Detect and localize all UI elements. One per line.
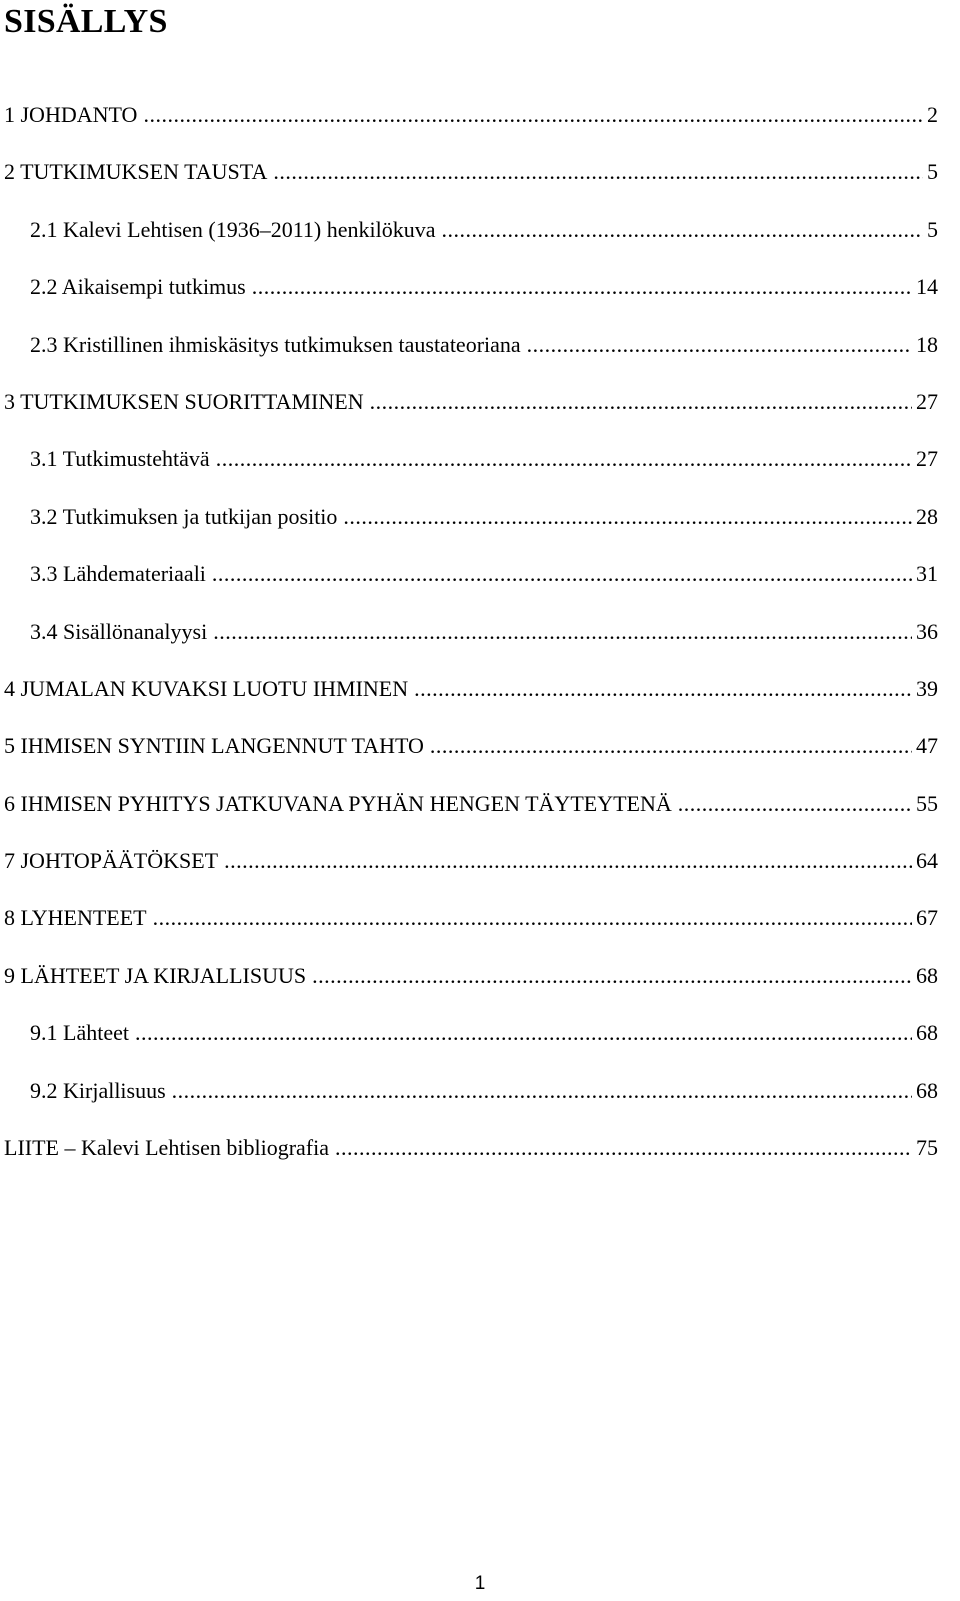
toc-entry-page: 5 [927,159,938,185]
toc-entry [0,785,960,842]
toc-entry [0,383,960,440]
toc-link[interactable] [30,1019,938,1047]
toc-link[interactable] [30,445,938,473]
toc-entry-label: 3.4 Sisällönanalyysi [30,618,208,644]
dot-leader [212,560,912,588]
dot-leader [224,847,912,875]
dot-leader [216,445,912,473]
toc-entry [0,1129,960,1186]
page-title: SISÄLLYS [4,3,168,40]
toc-link[interactable] [4,904,938,932]
toc-entry-label: 9.2 Kirjallisuus [30,1077,166,1103]
toc-entry-label: LIITE – Kalevi Lehtisen bibliografia [4,1135,329,1161]
toc-entry [0,498,960,555]
toc-entry-page: 5 [927,216,938,242]
toc-link[interactable] [4,388,938,416]
toc-link[interactable] [30,331,938,359]
toc-entry-label: 5 IHMISEN SYNTIIN LANGENNUT TAHTO [4,733,424,759]
toc-entry [0,211,960,268]
toc-entry-page: 18 [916,331,938,357]
toc-link[interactable] [4,790,938,818]
dot-leader [430,732,912,760]
toc-entry [0,842,960,899]
dot-leader [143,101,923,129]
toc-entry [0,957,960,1014]
dot-leader [213,618,912,646]
toc-entry-label: 3 TUTKIMUKSEN SUORITTAMINEN [4,388,364,414]
toc-entry [0,96,960,153]
dot-leader [343,503,912,531]
toc-entry-page: 14 [916,274,938,300]
toc-entry-page: 68 [916,1020,938,1046]
toc-entry-label: 9.1 Lähteet [30,1020,129,1046]
toc-entry-page: 28 [916,503,938,529]
toc-entry-page: 27 [916,446,938,472]
dot-leader [335,1134,912,1162]
toc-entry-page: 36 [916,618,938,644]
toc-link[interactable] [30,560,938,588]
toc-entry-label: 7 JOHTOPÄÄTÖKSET [4,848,219,874]
toc-entry [0,555,960,612]
toc-link[interactable] [4,962,938,990]
toc-entry [0,899,960,956]
toc-entry-label: 2 TUTKIMUKSEN TAUSTA [4,159,268,185]
toc-entry [0,613,960,670]
toc-link[interactable] [4,675,938,703]
toc-entry [0,440,960,497]
toc-entry-page: 2 [927,102,938,127]
toc-entry-label: 3.2 Tutkimuksen ja tutkijan positio [30,503,338,529]
toc-entry-page: 67 [916,905,938,931]
dot-leader [153,904,912,932]
dot-leader [312,962,912,990]
toc-entry [0,670,960,727]
toc-entry-page: 64 [916,848,938,874]
toc-entry-label: 6 IHMISEN PYHITYS JATKUVANA PYHÄN HENGEN TÄYTEYTENÄ [4,790,672,816]
toc-link[interactable] [4,101,938,129]
dot-leader [135,1019,912,1047]
toc-link[interactable] [4,847,938,875]
toc-entry-page: 47 [916,733,938,759]
toc-entry-page: 27 [916,388,938,414]
toc-entry-label: 3.1 Tutkimustehtävä [30,446,210,472]
page-number: 1 [474,1573,486,1594]
dot-leader [370,388,912,416]
toc-entry [0,326,960,383]
toc-entry-page: 68 [916,962,938,988]
toc-entry [0,1014,960,1071]
dot-leader [442,216,924,244]
dot-leader [414,675,912,703]
toc-entry-page: 39 [916,675,938,701]
dot-leader [252,273,912,301]
toc-link[interactable] [30,216,938,244]
toc-entry-page: 55 [916,790,938,816]
toc-entry-label: 1 JOHDANTO [4,102,138,127]
toc-entry-label: 2.2 Aikaisempi tutkimus [30,274,246,300]
table-of-contents [0,96,960,1186]
toc-entry-page: 68 [916,1077,938,1103]
dot-leader [273,158,923,186]
toc-entry-page: 31 [916,561,938,587]
toc-entry-label: 3.3 Lähdemateriaali [30,561,206,587]
toc-link[interactable] [30,1077,938,1105]
toc-link[interactable] [4,158,938,186]
dot-leader [527,331,912,359]
toc-entry-label: 4 JUMALAN KUVAKSI LUOTU IHMINEN [4,675,409,701]
toc-entry [0,1072,960,1129]
toc-entry [0,153,960,210]
toc-entry-label: 8 LYHENTEET [4,905,147,931]
toc-link[interactable] [30,503,938,531]
toc-entry-label: 9 LÄHTEET JA KIRJALLISUUS [4,962,307,988]
toc-entry-page: 75 [916,1135,938,1161]
toc-entry [0,727,960,784]
toc-link[interactable] [30,618,938,646]
dot-leader [678,790,912,818]
toc-entry-label: 2.3 Kristillinen ihmiskäsitys tutkimuksen taustateoriana [30,331,521,357]
toc-link[interactable] [4,1134,938,1162]
toc-entry-label: 2.1 Kalevi Lehtisen (1936–2011) henkilökuva [30,216,436,242]
dot-leader [172,1077,912,1105]
toc-entry [0,268,960,325]
toc-link[interactable] [4,732,938,760]
toc-link[interactable] [30,273,938,301]
